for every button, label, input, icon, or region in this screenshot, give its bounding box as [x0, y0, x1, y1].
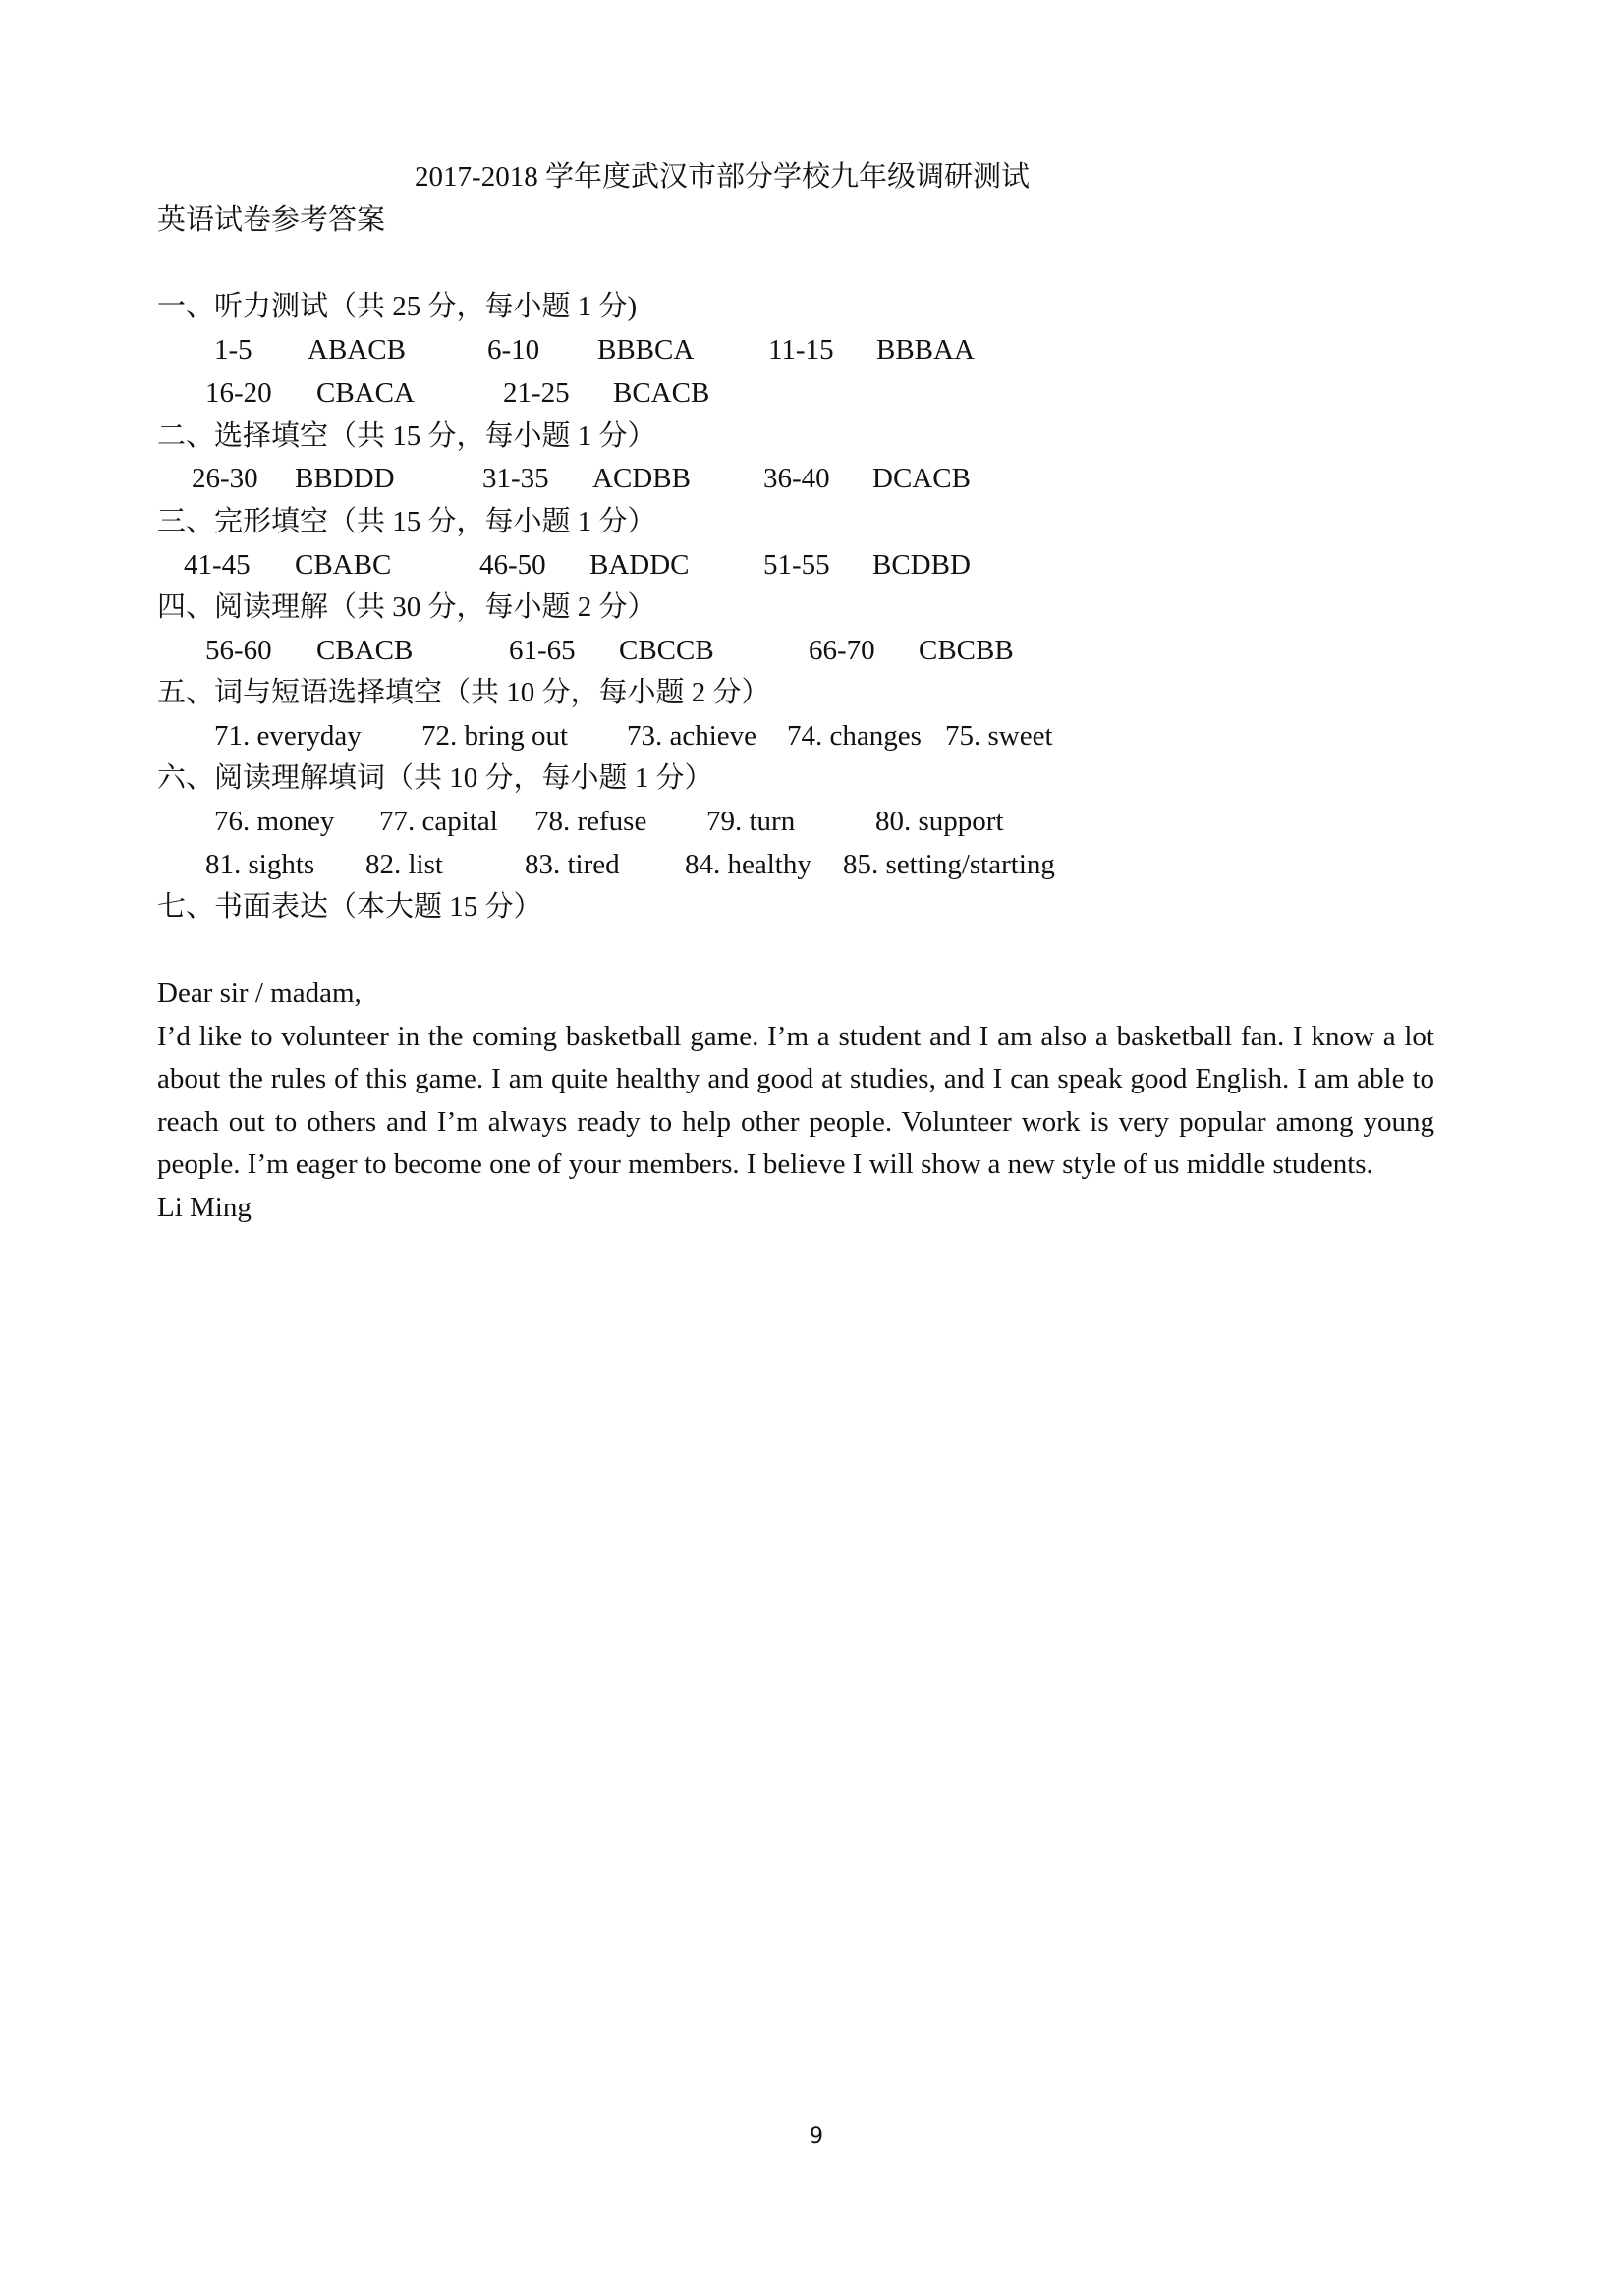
answer-range: 61-65 — [509, 635, 576, 666]
answer-item: 75. sweet — [945, 720, 1053, 752]
answer-range: 6-10 — [487, 334, 540, 365]
answer-range: 46-50 — [479, 549, 546, 581]
section-heading-cloze: 三、完形填空（共 15 分，每小题 1 分） — [157, 506, 656, 537]
answer-value: BBBCA — [597, 334, 695, 365]
answer-range: 21-25 — [503, 377, 570, 409]
answer-item: 84. healthy — [685, 849, 812, 880]
answer-value: ACDBB — [592, 463, 691, 494]
letter-salutation: Dear sir / madam, — [157, 978, 362, 1009]
section-heading-word-choice: 五、词与短语选择填空（共 10 分，每小题 2 分） — [157, 677, 770, 708]
answer-row — [0, 631, 1623, 670]
answer-item: 80. support — [875, 806, 1004, 837]
answer-row — [0, 845, 1623, 884]
answer-value: BCDBD — [872, 549, 971, 581]
answer-item: 76. money — [214, 806, 335, 837]
answer-value: BCACB — [613, 377, 710, 409]
answer-range: 36-40 — [763, 463, 830, 494]
answer-item: 71. everyday — [214, 720, 362, 752]
answer-range: 56-60 — [205, 635, 272, 666]
answer-value: CBACB — [316, 635, 414, 666]
answer-row — [0, 373, 1623, 413]
section-heading-multiple-choice: 二、选择填空（共 15 分，每小题 1 分） — [157, 420, 656, 452]
answer-range: 26-30 — [192, 463, 258, 494]
letter-body: I’d like to volunteer in the coming basketball game. I’m a student and I am also a basketball fan. I know a lot about the rules of this game. I am quite healthy and good at studies, and I can speak good English. I am able to reach out to others and I’m always ready to help other people. Volunteer work is very popular among young people. I’m eager to become one of your members. I believe I will show a new style of us middle students. — [157, 1020, 1434, 1180]
section-heading-fill-in: 六、阅读理解填词（共 10 分，每小题 1 分） — [157, 762, 713, 794]
section-heading-reading: 四、阅读理解（共 30 分，每小题 2 分） — [157, 591, 656, 623]
answer-item: 81. sights — [205, 849, 315, 880]
answer-row — [0, 716, 1623, 756]
answer-range: 1-5 — [214, 334, 252, 365]
page-title: 2017-2018 学年度武汉市部分学校九年级调研测试 — [415, 161, 1030, 193]
page-number: 9 — [810, 2124, 823, 2149]
answer-value: CBCBB — [919, 635, 1014, 666]
answer-value: BBBAA — [876, 334, 975, 365]
answer-value: DCACB — [872, 463, 971, 494]
answer-item: 83. tired — [525, 849, 620, 880]
answer-value: BADDC — [589, 549, 690, 581]
answer-range: 16-20 — [205, 377, 272, 409]
answer-item: 72. bring out — [421, 720, 569, 752]
answer-value: CBABC — [295, 549, 392, 581]
answer-row — [0, 330, 1623, 369]
answer-range: 31-35 — [482, 463, 549, 494]
letter-signature: Li Ming — [157, 1191, 252, 1223]
answer-item: 79. turn — [706, 806, 796, 837]
sample-letter — [157, 973, 1434, 1229]
answer-range: 11-15 — [768, 334, 834, 365]
answer-row — [0, 459, 1623, 498]
answer-item: 74. changes — [787, 720, 922, 752]
answer-range: 66-70 — [809, 635, 875, 666]
answer-row — [0, 545, 1623, 585]
answer-item: 82. list — [365, 849, 443, 880]
answer-range: 41-45 — [184, 549, 251, 581]
answer-value: BBDDD — [295, 463, 395, 494]
answer-item: 73. achieve — [627, 720, 757, 752]
section-heading-listening: 一、听力测试（共 25 分，每小题 1 分) — [157, 291, 638, 322]
answer-row — [0, 802, 1623, 841]
answer-value: CBCCB — [619, 635, 714, 666]
answer-item: 78. refuse — [534, 806, 647, 837]
answer-item: 77. capital — [379, 806, 498, 837]
answer-range: 51-55 — [763, 549, 830, 581]
answer-item: 85. setting/starting — [843, 849, 1055, 880]
answer-value: CBACA — [316, 377, 415, 409]
page-subtitle: 英语试卷参考答案 — [157, 204, 386, 236]
answer-value: ABACB — [308, 334, 406, 365]
section-heading-writing: 七、书面表达（本大题 15 分） — [157, 891, 542, 923]
